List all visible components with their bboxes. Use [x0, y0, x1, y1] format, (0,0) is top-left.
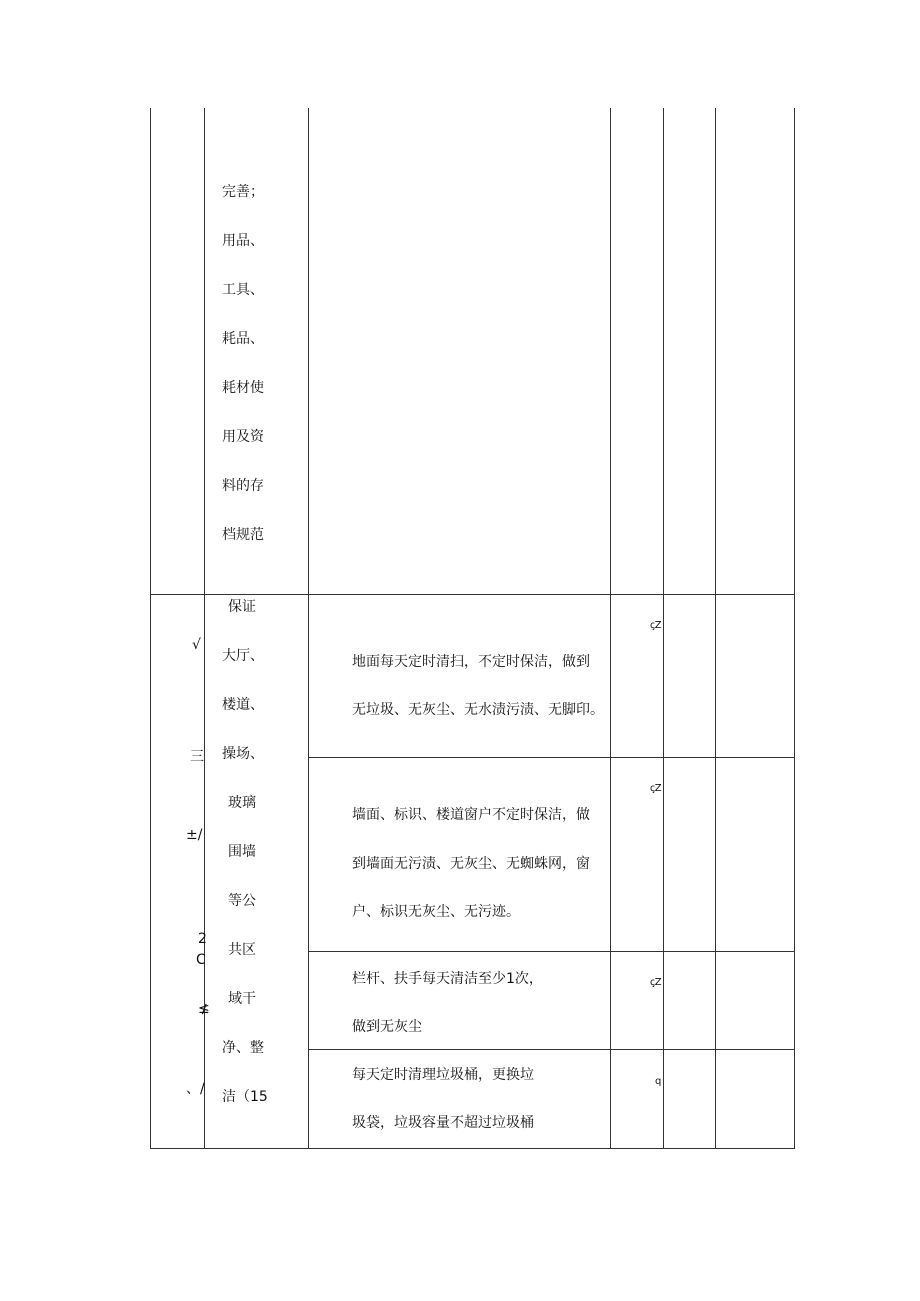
text-line: 大厅、 — [222, 648, 264, 664]
text-line: 围墙 — [228, 844, 256, 860]
row-divider-sub-3 — [308, 1049, 795, 1050]
text-line: 玻璃 — [228, 795, 256, 811]
row-divider-sub-2 — [308, 951, 795, 952]
table-col-divider-5 — [715, 108, 716, 1149]
text-line: 楼道、 — [222, 697, 264, 713]
col1-fragment: ≰ — [198, 1001, 210, 1017]
text-line: 完善； — [222, 184, 264, 200]
item-2-line-2: 到墙面无污渍、无灰尘、无蜘蛛网，窗 — [352, 856, 590, 872]
top-row-standard-cell — [222, 168, 322, 560]
col1-fragment: C — [196, 952, 206, 968]
col1-fragment: 2 — [198, 931, 207, 947]
item-3-mark: ꞔZ — [650, 977, 662, 988]
text-line: 净、整 — [222, 1040, 264, 1056]
table-col-divider-1 — [204, 108, 205, 1149]
text-line: 域干 — [228, 991, 256, 1007]
item-3-line-2: 做到无灰尘 — [352, 1019, 422, 1035]
item-1-line-2: 无垃圾、无灰尘、无水渍污渍、无脚印。 — [352, 702, 604, 718]
text-line: 保证 — [228, 599, 256, 615]
col1-fragment: ±/ — [186, 827, 203, 843]
row-divider-sub-1 — [308, 757, 795, 758]
table-border-bottom — [150, 1148, 795, 1149]
text-line: 料的存 — [222, 478, 264, 494]
col1-fragment: 、/ — [186, 1081, 205, 1097]
text-line: 洁（15 — [222, 1089, 268, 1105]
text-line: 工具、 — [222, 282, 264, 298]
item-2-line-1: 墙面、标识、楼道窗户不定时保洁，做 — [352, 807, 590, 823]
text-line: 用及资 — [222, 429, 264, 445]
text-line: 耗品、 — [222, 331, 264, 347]
col1-fragment: 三 — [190, 749, 204, 765]
item-4-line-2: 圾袋，垃圾容量不超过垃圾桶 — [352, 1115, 534, 1131]
table-border-left — [150, 108, 151, 1149]
item-2-line-3: 户、标识无灰尘、无污迹。 — [352, 904, 520, 920]
text-line: 用品、 — [222, 233, 264, 249]
table-col-divider-4 — [663, 108, 664, 1149]
bottom-row-standard-cell — [222, 583, 322, 1122]
item-3-line-1: 栏杆、扶手每天清洁至少1次， — [352, 971, 543, 987]
table-col-divider-3 — [610, 108, 611, 1149]
item-2-mark: ꞔZ — [650, 783, 662, 794]
text-line: 等公 — [228, 893, 256, 909]
text-line: 档规范 — [222, 527, 264, 543]
item-4-mark: q — [655, 1076, 662, 1087]
text-line: 操场、 — [222, 746, 264, 762]
col1-fragment: √ — [192, 637, 201, 653]
item-1-line-1: 地面每天定时清扫，不定时保洁，做到 — [352, 654, 590, 670]
item-4-line-1: 每天定时清理垃圾桶，更换垃 — [352, 1067, 534, 1083]
item-1-mark: ꞔZ — [650, 620, 662, 631]
text-line: 耗材使 — [222, 380, 264, 396]
text-line: 共区 — [228, 942, 256, 958]
table-border-right — [794, 108, 795, 1149]
